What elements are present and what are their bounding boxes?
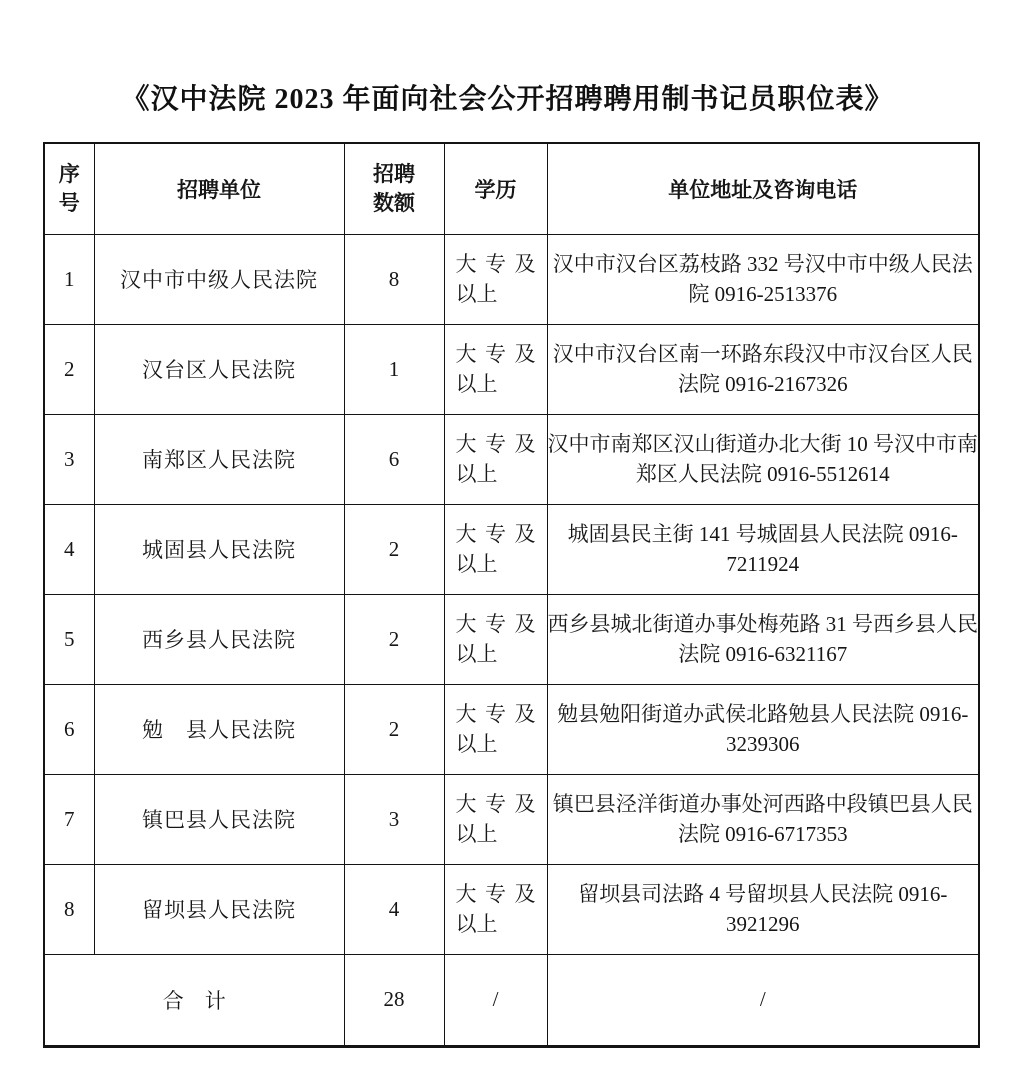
quota-cell: 4: [344, 864, 444, 954]
quota-cell: 6: [344, 414, 444, 504]
address-cell: 汉中市南郑区汉山街道办北大街 10 号汉中市南郑区人民法院 0916-5512614: [547, 414, 979, 504]
no-cell: 4: [44, 504, 94, 594]
total-education-cell: /: [444, 954, 547, 1046]
education-cell: [444, 234, 547, 324]
quota-cell: 8: [344, 234, 444, 324]
header-no-label: 序号: [58, 161, 80, 215]
education-text: 大专及以上: [455, 612, 536, 666]
unit-cell: 镇巴县人民法院: [94, 774, 344, 864]
education-cell: [444, 504, 547, 594]
no-cell: 6: [44, 684, 94, 774]
header-no: [44, 143, 94, 234]
education-text: 大专及以上: [455, 432, 536, 486]
table-row: [44, 324, 979, 414]
positions-table: [43, 142, 980, 1048]
unit-cell: 汉中市中级人民法院: [94, 234, 344, 324]
education-text: 大专及以上: [455, 882, 536, 936]
address-cell: 城固县民主街 141 号城固县人民法院 0916-7211924: [547, 504, 979, 594]
education-cell: [444, 864, 547, 954]
education-cell: [444, 324, 547, 414]
table-row: [44, 864, 979, 954]
unit-cell: 汉台区人民法院: [94, 324, 344, 414]
table-row: [44, 684, 979, 774]
header-quota: [344, 143, 444, 234]
education-text: 大专及以上: [455, 702, 536, 756]
table-row: [44, 414, 979, 504]
quota-cell: 3: [344, 774, 444, 864]
quota-cell: 1: [344, 324, 444, 414]
no-cell: 3: [44, 414, 94, 504]
education-text: 大专及以上: [455, 522, 536, 576]
total-row: [44, 954, 979, 1046]
quota-cell: 2: [344, 684, 444, 774]
education-cell: [444, 414, 547, 504]
total-label-cell: 合 计: [44, 954, 344, 1046]
no-cell: 8: [44, 864, 94, 954]
header-education: 学历: [444, 143, 547, 234]
table-header-row: [44, 143, 979, 234]
address-cell: 留坝县司法路 4 号留坝县人民法院 0916-3921296: [547, 864, 979, 954]
table-row: [44, 594, 979, 684]
quota-cell: 2: [344, 504, 444, 594]
header-unit: 招聘单位: [94, 143, 344, 234]
address-cell: 汉中市汉台区南一环路东段汉中市汉台区人民法院 0916-2167326: [547, 324, 979, 414]
education-cell: [444, 774, 547, 864]
header-quota-label: 招聘数额: [372, 161, 415, 215]
unit-cell: 勉 县人民法院: [94, 684, 344, 774]
table-row: [44, 504, 979, 594]
total-address-cell: /: [547, 954, 979, 1046]
education-text: 大专及以上: [455, 792, 536, 846]
table-row: [44, 234, 979, 324]
unit-cell: 城固县人民法院: [94, 504, 344, 594]
address-cell: 镇巴县泾洋街道办事处河西路中段镇巴县人民法院 0916-6717353: [547, 774, 979, 864]
no-cell: 1: [44, 234, 94, 324]
header-address: 单位地址及咨询电话: [547, 143, 979, 234]
no-cell: 5: [44, 594, 94, 684]
address-cell: 勉县勉阳街道办武侯北路勉县人民法院 0916-3239306: [547, 684, 979, 774]
total-quota-cell: 28: [344, 954, 444, 1046]
page-title: 《汉中法院 2023 年面向社会公开招聘聘用制书记员职位表》: [121, 84, 894, 115]
no-cell: 7: [44, 774, 94, 864]
education-text: 大专及以上: [455, 342, 536, 396]
education-cell: [444, 684, 547, 774]
education-text: 大专及以上: [455, 252, 536, 306]
table-row: [44, 774, 979, 864]
education-cell: [444, 594, 547, 684]
unit-cell: 西乡县人民法院: [94, 594, 344, 684]
quota-cell: 2: [344, 594, 444, 684]
unit-cell: 留坝县人民法院: [94, 864, 344, 954]
address-cell: 汉中市汉台区荔枝路 332 号汉中市中级人民法院 0916-2513376: [547, 234, 979, 324]
no-cell: 2: [44, 324, 94, 414]
unit-cell: 南郑区人民法院: [94, 414, 344, 504]
address-cell: 西乡县城北街道办事处梅苑路 31 号西乡县人民法院 0916-6321167: [547, 594, 979, 684]
